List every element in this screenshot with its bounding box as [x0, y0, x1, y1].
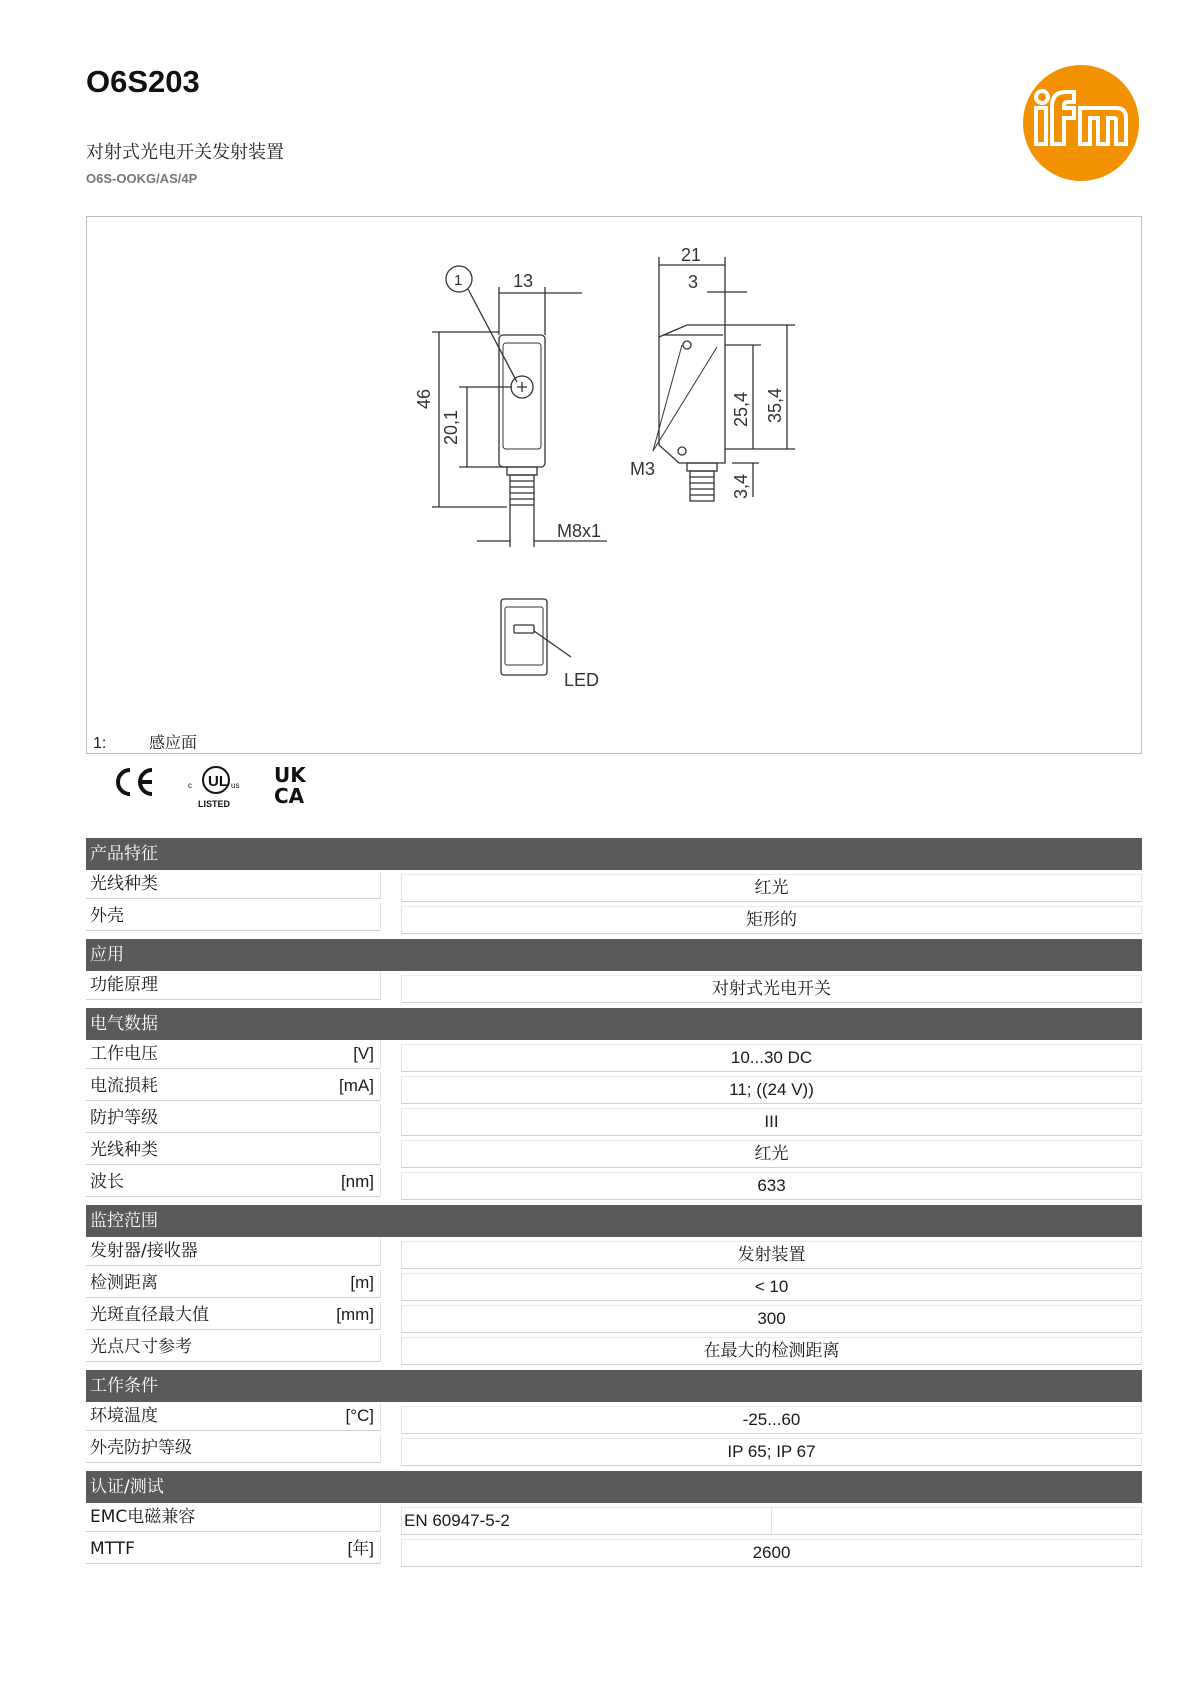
spec-unit: [m] [350, 1273, 374, 1292]
spec-unit: [V] [353, 1044, 374, 1063]
drawing-legend [93, 730, 197, 753]
spec-value-cell [401, 1337, 1142, 1365]
spec-value: 10...30 DC [730, 1048, 813, 1067]
spec-value-cell [401, 975, 1142, 1003]
section-header: 应用 [86, 939, 1142, 971]
spec-label: 外壳 [90, 906, 124, 926]
spec-value-cell [401, 1507, 1142, 1535]
spec-row [86, 1041, 1142, 1072]
spec-row [86, 1435, 1142, 1466]
spec-label: 发射器/接收器 [90, 1241, 198, 1261]
spec-row [86, 1403, 1142, 1434]
spec-label-cell [86, 1536, 381, 1564]
spec-value-cell [401, 1305, 1142, 1333]
spec-value: 300 [757, 1309, 786, 1328]
spec-value-cell [401, 1044, 1142, 1072]
spec-value-cell [401, 1108, 1142, 1136]
spec-value: < 10 [754, 1277, 789, 1296]
legend-key: 1: [93, 735, 107, 752]
spec-label-cell [86, 1334, 381, 1362]
dim-13-label: 13 [513, 271, 534, 291]
spec-label: 波长 [90, 1172, 124, 1192]
spec-value: 对射式光电开关 [712, 979, 831, 998]
svg-text:us: us [231, 781, 240, 790]
spec-label-cell [86, 972, 381, 1000]
svg-text:CA: CA [274, 784, 305, 806]
dimension-drawing [86, 216, 1142, 754]
spec-value-cell [401, 1406, 1142, 1434]
spec-label-cell [86, 1504, 381, 1532]
spec-value: -25...60 [742, 1410, 801, 1429]
product-code: O6S203 [86, 64, 200, 99]
spec-value: 红光 [754, 878, 789, 897]
spec-row [86, 1302, 1142, 1333]
ce-mark-icon [110, 762, 158, 802]
m3-label: M3 [630, 459, 656, 479]
spec-value: EN 60947-5-2 [402, 1508, 772, 1534]
spec-label: EMC电磁兼容 [90, 1507, 196, 1527]
spec-row [86, 972, 1142, 1003]
spec-row [86, 903, 1142, 934]
callout-1-label: 1 [454, 272, 463, 289]
dim-20-1-label: 20,1 [441, 409, 461, 445]
svg-text:UL: UL [208, 773, 228, 790]
spec-value: 11; ((24 V)) [729, 1080, 814, 1099]
spec-row [86, 1137, 1142, 1168]
spec-row [86, 1105, 1142, 1136]
section-header: 监控范围 [86, 1205, 1142, 1237]
spec-label: MTTF [90, 1539, 135, 1559]
dim-21-label: 21 [681, 245, 702, 265]
spec-row [86, 1169, 1142, 1200]
led-label: LED [564, 670, 600, 690]
spec-unit: [°C] [345, 1406, 374, 1425]
spec-value-cell [401, 1172, 1142, 1200]
spec-label-cell [86, 1041, 381, 1069]
spec-label: 光线种类 [90, 874, 158, 894]
spec-value: 矩形的 [746, 910, 797, 929]
dim-m8-label: M8x1 [557, 521, 602, 541]
spec-label-cell [86, 903, 381, 931]
spec-label-cell [86, 871, 381, 899]
spec-label: 光线种类 [90, 1140, 158, 1160]
svg-text:c: c [188, 781, 192, 790]
spec-value-cell [401, 1076, 1142, 1104]
spec-value: 在最大的检测距离 [703, 1341, 840, 1360]
spec-label: 电流损耗 [90, 1076, 158, 1096]
section-header: 工作条件 [86, 1370, 1142, 1402]
spec-label-cell [86, 1238, 381, 1266]
svg-text:UK: UK [274, 763, 306, 787]
article-number: O6S-OOKG/AS/4P [86, 171, 198, 186]
section-header: 产品特征 [86, 838, 1142, 870]
dim-25-4-label: 25,4 [731, 391, 751, 427]
spec-value-cell [401, 1438, 1142, 1466]
spec-value: 2600 [752, 1543, 791, 1562]
spec-label-cell [86, 1302, 381, 1330]
spec-unit: [年] [347, 1539, 374, 1558]
ukca-mark-icon [272, 762, 316, 806]
ifm-logo [1022, 64, 1140, 182]
spec-label: 外壳防护等级 [90, 1438, 192, 1458]
spec-label-cell [86, 1137, 381, 1165]
spec-value-cell [401, 906, 1142, 934]
spec-value-cell [401, 1140, 1142, 1168]
spec-label: 工作电压 [90, 1044, 158, 1064]
spec-value-cell [401, 1539, 1142, 1567]
spec-value: III [764, 1112, 779, 1131]
spec-row [86, 1270, 1142, 1301]
spec-unit: [mm] [336, 1305, 374, 1324]
spec-value-cell [401, 874, 1142, 902]
spec-value: 红光 [754, 1144, 789, 1163]
dim-35-4-label: 35,4 [765, 387, 785, 423]
spec-label-cell [86, 1270, 381, 1298]
spec-label-cell [86, 1403, 381, 1431]
spec-value-cell [401, 1241, 1142, 1269]
spec-value: IP 65; IP 67 [727, 1442, 816, 1461]
spec-value: 633 [757, 1176, 786, 1195]
specification-table [86, 838, 1142, 1567]
svg-text:LISTED: LISTED [198, 799, 231, 809]
spec-row [86, 1504, 1142, 1535]
spec-unit: [mA] [339, 1076, 374, 1095]
spec-label: 光斑直径最大值 [90, 1305, 209, 1325]
product-description: 对射式光电开关发射装置 [86, 142, 284, 163]
spec-label-cell [86, 1169, 381, 1197]
spec-row [86, 1334, 1142, 1365]
spec-label: 功能原理 [90, 975, 158, 995]
section-header: 认证/测试 [86, 1471, 1142, 1503]
spec-value-cell [401, 1273, 1142, 1301]
dim-3-4-label: 3,4 [731, 473, 751, 499]
spec-label-cell [86, 1073, 381, 1101]
dimension-drawing-svg [87, 217, 1141, 753]
spec-label: 环境温度 [90, 1406, 158, 1426]
spec-label-cell [86, 1435, 381, 1463]
section-header: 电气数据 [86, 1008, 1142, 1040]
spec-unit: [nm] [340, 1172, 374, 1191]
spec-row [86, 1536, 1142, 1567]
cul-us-listed-icon [186, 762, 246, 812]
dim-3-label: 3 [688, 272, 699, 292]
legend-text: 感应面 [149, 733, 198, 752]
dim-46-label: 46 [414, 388, 434, 409]
spec-label: 光点尺寸参考 [90, 1337, 192, 1357]
spec-row [86, 871, 1142, 902]
spec-label: 检测距离 [90, 1273, 158, 1293]
spec-value: 发射装置 [737, 1245, 806, 1264]
spec-label-cell [86, 1105, 381, 1133]
spec-label: 防护等级 [90, 1108, 158, 1128]
spec-row [86, 1238, 1142, 1269]
spec-row [86, 1073, 1142, 1104]
